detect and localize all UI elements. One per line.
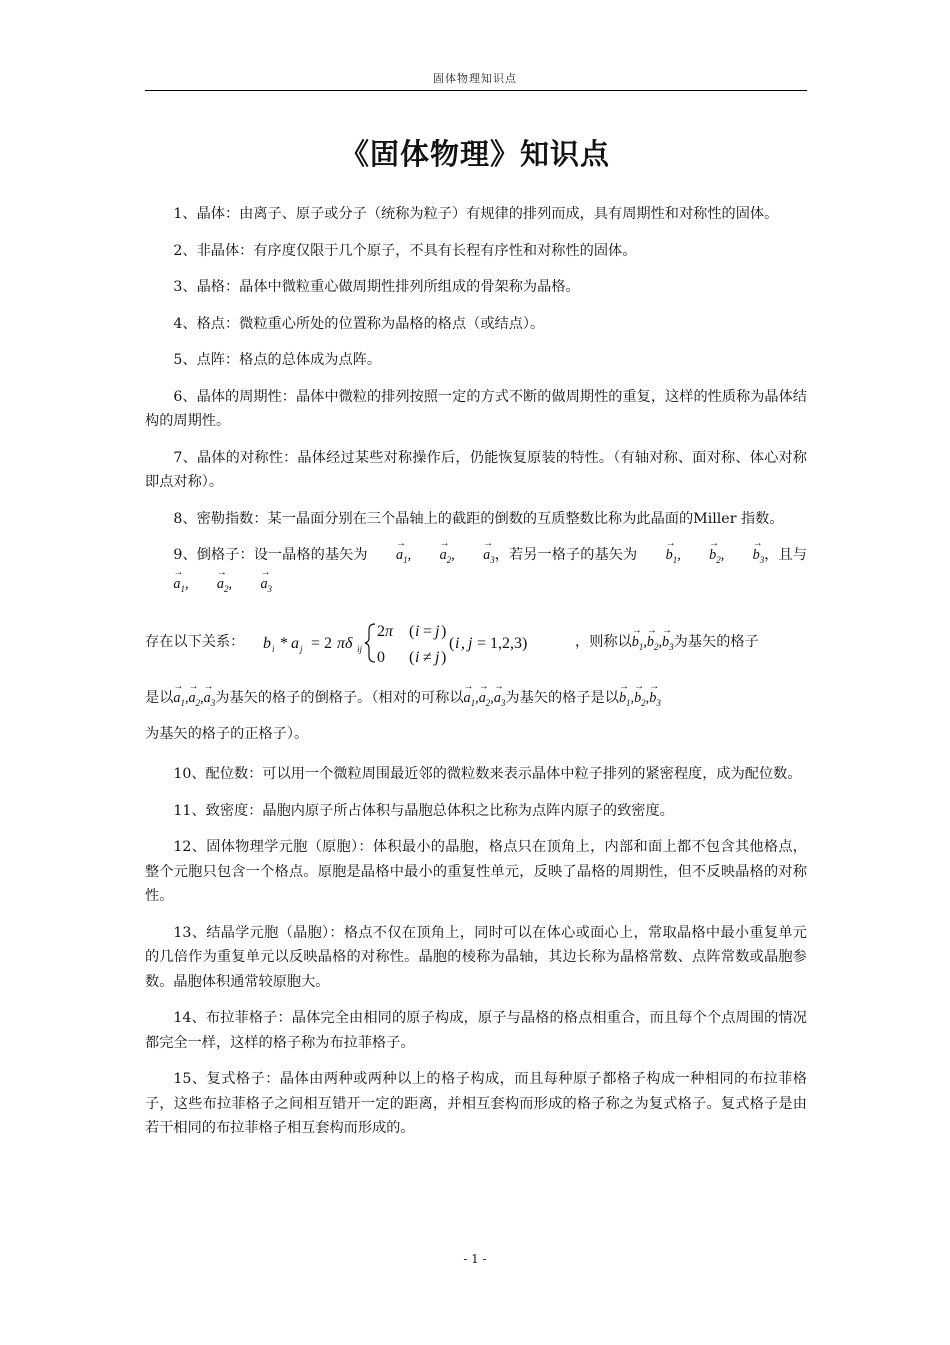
paragraph-13: 13、结晶学元胞（晶胞）：格点不仅在顶角上，同时可以在体心或面心上，常取晶格中最小重复单元的几倍作为重复单元以反映晶格的对称性。晶胞的棱称为晶轴，其边长称为晶格常数、点阵常数或晶胞参数。晶胞体积通常较原胞大。 xyxy=(145,924,807,990)
vector-b-set-1: → $b_1,\to b_2,\to b_3$ xyxy=(637,547,764,563)
document-body xyxy=(145,202,807,1153)
svg-text:j: j xyxy=(468,634,473,652)
svg-text:i: i xyxy=(415,622,420,640)
p9-line3-b: 为基矢的格子的倒格子。（相对的可称以 xyxy=(215,689,464,706)
paragraph-10: 10、配位数：可以用一个微粒周围最近邻的微粒数来表示晶体中粒子排列的紧密程度，成为配位数。 xyxy=(173,766,802,783)
header-rule xyxy=(145,90,807,91)
paragraph-3: 3、晶格：晶体中微粒重心做周期性排列所组成的骨架称为晶格。 xyxy=(173,279,580,295)
paragraph-14: 14、布拉菲格子：晶体完全由相同的原子构成，原子与晶格的格点相重合，而且每个个点周围的情况都完全一样，这样的格子称为布拉菲格子。 xyxy=(145,1010,807,1051)
paragraph-9-line-2 xyxy=(145,610,807,674)
svg-text:a: a xyxy=(291,634,299,652)
paragraph-4: 4、格点：微粒重心所处的位置称为晶格的格点（或结点）。 xyxy=(173,315,545,332)
svg-text:i: i xyxy=(455,634,460,652)
paragraph-9-line-3 xyxy=(145,682,807,751)
vector-b-set-2: → $b_1,\to b_2,\to b_3$ xyxy=(632,634,674,650)
svg-text:): ) xyxy=(441,622,447,640)
svg-text:j: j xyxy=(435,622,440,640)
svg-text:ij: ij xyxy=(357,643,363,654)
svg-text:π: π xyxy=(385,622,394,640)
paragraph-5: 5、点阵：格点的总体成为点阵。 xyxy=(173,352,382,368)
paragraph-6: 6、晶体的周期性：晶体中微粒的排列按照一定的方式不断的做周期性的重复，这样的性质称为晶体结构的周期性。 xyxy=(145,388,807,429)
paragraph-7: 7、晶体的对称性：晶体经过某些对称操作后，仍能恢复原装的特性。（有轴对称、面对称、体心对称即点对称）。 xyxy=(145,449,807,490)
paragraph-11: 11、致密度：晶胞内原子所占体积与晶胞总体积之比称为点阵内原子的致密度。 xyxy=(173,802,674,819)
svg-text:πδ: πδ xyxy=(337,634,353,652)
vector-a-set-1: → $a_1,\to a_2,\to a_3$ xyxy=(368,547,495,563)
paragraph-15: 15、复式格子：晶体由两种或两种以上的格子构成，而且每种原子都格子构成一种相同的布拉菲格子，这些布拉菲格子之间相互错开一定的距离，并相互套构而形成的格子称之为复式格子。复式格子是由若干相同的布拉菲格子相互套构而形成的。 xyxy=(145,1071,807,1137)
paragraph-2: 2、非晶体：有序度仅限于几个原子，不具有长程有序性和对称性的固体。 xyxy=(173,242,637,259)
svg-text:= 1,2,3): = 1,2,3) xyxy=(477,634,528,652)
svg-text:j: j xyxy=(435,648,440,666)
p9-line3-a: 是以 xyxy=(145,689,174,706)
svg-text:b: b xyxy=(263,634,271,652)
svg-text:): ) xyxy=(441,648,447,666)
vector-a-set-3: → $a_1,\to a_2,\to a_3$ xyxy=(173,690,215,706)
p9-tail xyxy=(575,630,759,659)
paragraph-1: 1、晶体：由离子、原子或分子（统称为粒子）有规律的排列而成，具有周期性和对称性的固体。 xyxy=(173,206,779,222)
vector-a-set-4: → $a_1,\to a_2,\to a_3$ xyxy=(464,690,506,706)
running-header: 固体物理知识点 xyxy=(433,72,517,85)
svg-text:i: i xyxy=(272,643,275,654)
svg-text:(: ( xyxy=(449,634,455,652)
svg-text:0: 0 xyxy=(377,648,385,666)
document-title: 《固体物理》知识点 xyxy=(339,137,610,171)
p9-tail-text: ，则称以 xyxy=(575,633,632,650)
page-number: - 1 - xyxy=(463,1252,487,1266)
svg-text:2: 2 xyxy=(377,622,385,640)
paragraph-9-line-1 xyxy=(145,543,807,602)
p9-tail-text-2: 为基矢的格子 xyxy=(673,633,759,650)
svg-text:i: i xyxy=(415,648,420,666)
svg-text:j: j xyxy=(300,643,303,654)
p9-lead: 存在以下关系： xyxy=(145,633,245,650)
svg-text:≠: ≠ xyxy=(423,648,432,666)
reciprocal-lattice-formula xyxy=(263,612,583,672)
vector-a-set-2: → $a_1,\to a_2,\to a_3$ xyxy=(145,576,272,592)
paragraph-8: 8、密勒指数：某一晶面分别在三个晶轴上的截距的倒数的互质整数比称为此晶面的Miller 指数。 xyxy=(173,510,784,527)
paragraph-9 xyxy=(145,543,807,750)
svg-text:= 2: = 2 xyxy=(311,634,333,652)
paragraph-12: 12、固体物理学元胞（原胞）：体积最小的晶胞，格点只在顶角上，内部和面上都不包含其他格点，整个元胞只包含一个格点。原胞是晶格中最小的重复性单元，反映了晶格的周期性，但不反映晶格的对称性。 xyxy=(145,839,807,905)
svg-text:*: * xyxy=(280,634,288,652)
p9-line3-c: 为基矢的格子是以 xyxy=(505,689,619,706)
svg-text:=: = xyxy=(423,622,433,640)
p9-text-a: 9、倒格子：设一晶格的基矢为 xyxy=(173,547,368,563)
p9-text-b: ，若另一格子的基矢为 xyxy=(494,547,638,563)
svg-text:(: ( xyxy=(409,622,415,640)
p9-text-c: ，且与 xyxy=(764,547,807,563)
vector-b-set-3: → $b_1,\to b_2,\to b_3$ xyxy=(619,690,661,706)
svg-text:(: ( xyxy=(409,648,415,666)
p9-line4: 为基矢的格子的正格子）。 xyxy=(145,726,309,743)
svg-text:,: , xyxy=(461,634,465,652)
